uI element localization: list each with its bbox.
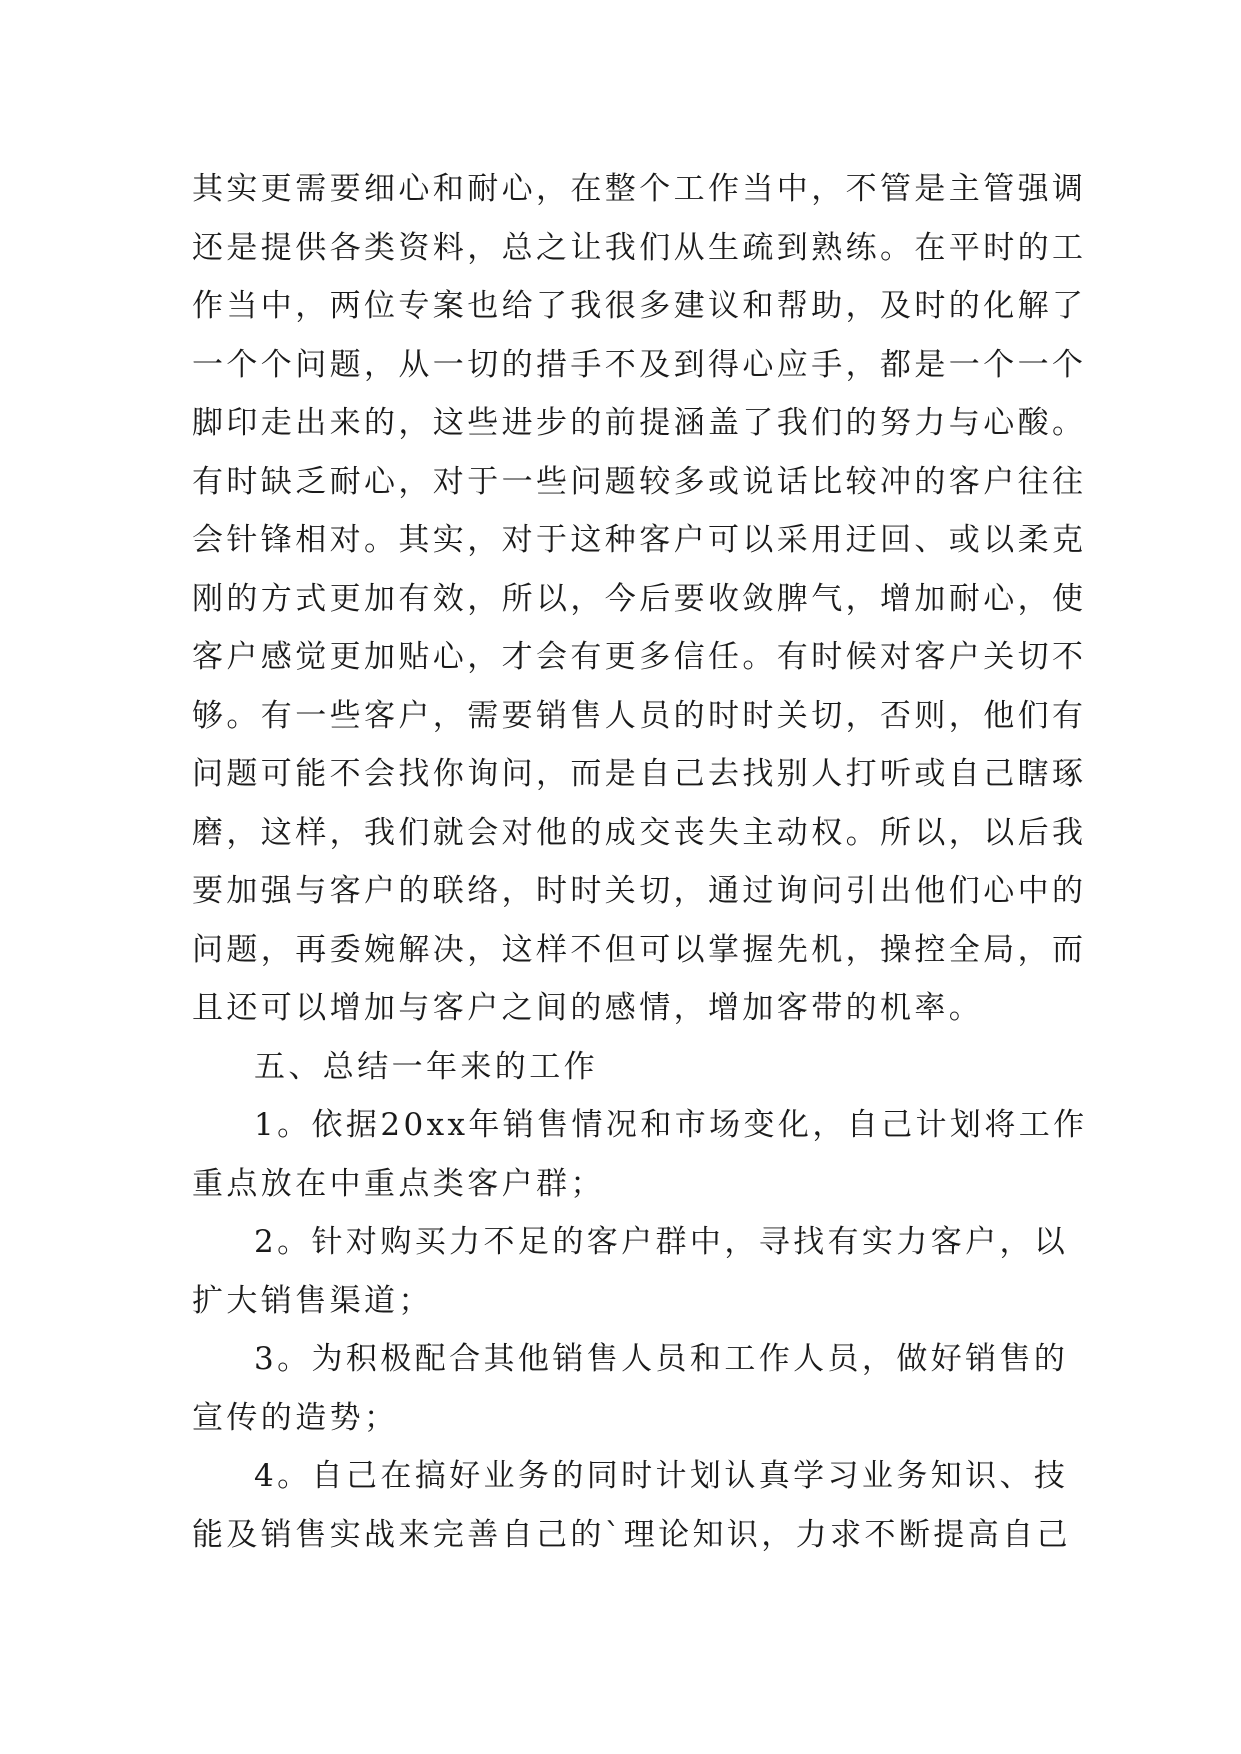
text-line: 作当中，两位专案也给了我很多建议和帮助，及时的化解了 [192, 288, 1087, 324]
text-line: 其实更需要细心和耐心，在整个工作当中，不管是主管强调 [192, 171, 1087, 207]
text-line: 够。有一些客户，需要销售人员的时时关切，否则，他们有 [192, 697, 1087, 734]
text-line: 问题可能不会找你询问，而是自己去找别人打听或自己瞎琢 [192, 756, 1087, 792]
text-line: 磨，这样，我们就会对他的成交丧失主动权。所以，以后我 [192, 814, 1087, 851]
text-line: 脚印走出来的，这些进步的前提涵盖了我们的努力与心酸。 [192, 405, 1087, 441]
text-line: 且还可以增加与客户之间的感情，增加客带的机率。 [192, 990, 984, 1026]
document-body [192, 160, 1088, 1564]
list-item-3-cont: 宣传的造势； [192, 1399, 399, 1436]
text-line: 有时缺乏耐心，对于一些问题较多或说话比较冲的客户往往 [192, 463, 1087, 500]
text-line: 会针锋相对。其实，对于这种客户可以采用迂回、或以柔克 [192, 522, 1087, 558]
list-item-1-start: 1。依据20xx年销售情况和市场变化，自己计划将工作 [254, 1107, 1088, 1143]
list-item-3-start: 3。为积极配合其他销售人员和工作人员，做好销售的 [254, 1341, 1069, 1377]
list-item-1-cont: 重点放在中重点类客户群； [192, 1165, 605, 1202]
list-item-4-start: 4。自己在搞好业务的同时计划认真学习业务知识、技 [254, 1458, 1069, 1494]
section-heading: 五、总结一年来的工作 [254, 1048, 598, 1085]
list-item-2-start: 2。针对购买力不足的客户群中，寻找有实力客户，以 [254, 1224, 1069, 1260]
text-line: 一个个问题，从一切的措手不及到得心应手，都是一个一个 [192, 346, 1087, 383]
text-line: 问题，再委婉解决，这样不但可以掌握先机，操控全局，而 [192, 931, 1087, 968]
text-line: 刚的方式更加有效，所以，今后要收敛脾气，增加耐心，使 [192, 580, 1087, 617]
text-line: 客户感觉更加贴心，才会有更多信任。有时候对客户关切不 [192, 639, 1087, 675]
list-item-2-cont: 扩大销售渠道； [192, 1282, 433, 1319]
list-item-4-cont: 能及销售实战来完善自己的`理论知识，力求不断提高自己 [192, 1516, 1071, 1553]
text-line: 还是提供各类资料，总之让我们从生疏到熟练。在平时的工 [192, 229, 1087, 266]
text-line: 要加强与客户的联络，时时关切，通过询问引出他们心中的 [192, 873, 1087, 909]
